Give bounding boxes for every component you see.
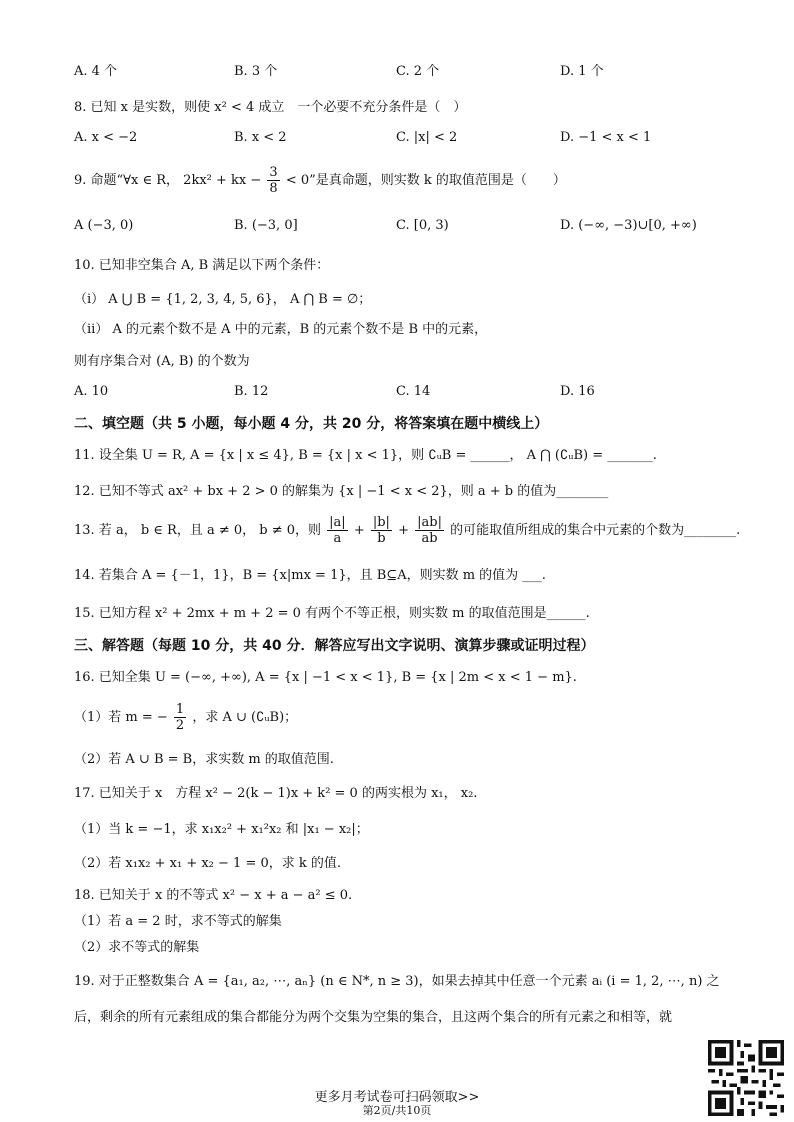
q10-condition-1: （ⅰ） A ⋃ B = {1, 2, 3, 4, 5, 6}， A ⋂ B = ∅； (74, 292, 372, 307)
q10-option-b: B. 12 (234, 384, 269, 399)
q9-option-b: B. (−3, 0] (234, 218, 298, 233)
q16-part-1-end: ，求 A ∪ (∁ᵤB)； (192, 710, 298, 725)
q9-options (74, 218, 734, 238)
q18-part-2: （2）求不等式的解集 (74, 940, 200, 955)
q13 (74, 512, 741, 550)
q13-suffix: 的可能取值所组成的集合中元素的个数为________. (450, 523, 741, 538)
q16-part-1-start: （1）若 m = − (74, 710, 168, 725)
q9-fraction (267, 165, 279, 196)
section-2-heading: 二、填空题（共 5 小题，每小题 4 分，共 20 分，将答案填在题中横线上） (74, 416, 549, 432)
q8-option-b: B. x < 2 (234, 130, 287, 145)
q17-part-1: （1）当 k = −1，求 x₁x₂² + x₁²x₂ 和 |x₁ − x₂|； (74, 822, 369, 837)
q16-fraction-denominator: 2 (175, 718, 185, 733)
q9-fraction-numerator: 3 (269, 165, 278, 180)
q7-options (74, 60, 734, 80)
q13-fraction-3-numerator: |ab| (417, 515, 442, 530)
q7-option-a: A. 4 个 (74, 64, 118, 79)
q9-stem (74, 164, 724, 198)
q8-option-d: D. −1 < x < 1 (560, 130, 652, 145)
q10-option-d: D. 16 (560, 384, 595, 399)
q10-option-c: C. 14 (396, 384, 431, 399)
page-number: 第2页/共10页 (362, 1104, 432, 1117)
q16-fraction (174, 702, 186, 733)
q9-option-d: D. (−∞, −3)∪[0, +∞) (560, 218, 697, 233)
q7-option-c: C. 2 个 (396, 64, 440, 79)
q13-fraction-3-denominator: ab (421, 531, 438, 546)
q13-prefix: 13. 若 a， b ∈ R，且 a ≠ 0， b ≠ 0，则 (74, 523, 322, 538)
q7-option-b: B. 3 个 (234, 64, 278, 79)
q9-stem-end: < 0”是真命题，则实数 k 的取值范围是（ ） (285, 173, 566, 188)
q14: 14. 若集合 A = {－1，1}，B = {x|mx = 1}，且 B⊆A，则实数 m 的值为 ___. (74, 568, 546, 583)
q10-stem: 10. 已知非空集合 A, B 满足以下两个条件： (74, 258, 330, 273)
q9-stem-start: 9. 命题“∀x ∈ R， 2kx² + kx − (74, 173, 262, 188)
q18-stem: 18. 已知关于 x 的不等式 x² − x + a − a² ≤ 0. (74, 888, 353, 903)
q13-fraction-2 (371, 515, 392, 546)
q9-option-c: C. [0, 3) (396, 218, 449, 233)
q13-fraction-3 (415, 515, 444, 546)
q11: 11. 设全集 U = R, A = {x | x ≤ 4}, B = {x | x < 1}，则 ∁ᵤB = ______， A ⋂ (∁ᵤB) = _______. (74, 448, 657, 463)
q17-part-2: （2）若 x₁x₂ + x₁ + x₂ − 1 = 0，求 k 的值. (74, 856, 342, 871)
q13-fraction-1-denominator: a (333, 531, 342, 546)
q10-question: 则有序集合对 (A, B) 的个数为 (74, 354, 250, 369)
q8-options (74, 130, 734, 150)
q19-line-1: 19. 对于正整数集合 A = {a₁, a₂, ⋯, aₙ} (n ∈ N*, n ≥ 3)，如果去掉其中任意一个元素 aᵢ (i = 1, 2, ⋯, n) 之 (74, 974, 720, 989)
q16-fraction-numerator: 1 (175, 702, 185, 717)
q9-option-a: A (−3, 0) (74, 218, 134, 233)
q16-stem: 16. 已知全集 U = (−∞, +∞), A = {x | −1 < x < 1}, B = {x | 2m < x < 1 − m}. (74, 670, 577, 685)
footer-promo: 更多月考试卷可扫码领取>> (314, 1090, 480, 1105)
q19-line-2: 后，剩余的所有元素组成的集合都能分为两个交集为空集的集合，且这两个集合的所有元素之和相等，就 (74, 1010, 673, 1025)
q8-stem: 8. 已知 x 是实数，则使 x² < 4 成立 一个必要不充分条件是（ ） (74, 100, 467, 115)
q8-option-c: C. |x| < 2 (396, 130, 458, 145)
q8-option-a: A. x < −2 (74, 130, 138, 145)
q13-fraction-1 (327, 515, 348, 546)
q16-part-1 (74, 700, 724, 736)
q17-stem: 17. 已知关于 x 方程 x² − 2(k − 1)x + k² = 0 的两实根为 x₁， x₂. (74, 786, 478, 801)
q13-fraction-2-denominator: b (377, 531, 386, 546)
q13-plus-2: + (398, 523, 409, 538)
q13-fraction-1-numerator: |a| (329, 515, 346, 530)
q9-fraction-denominator: 8 (269, 181, 278, 196)
q7-option-d: D. 1 个 (560, 64, 604, 79)
q12: 12. 已知不等式 ax² + bx + 2 > 0 的解集为 {x | −1 < x < 2}，则 a + b 的值为________ (74, 484, 609, 499)
q10-condition-2: （ⅱ） A 的元素个数不是 A 中的元素，B 的元素个数不是 B 中的元素， (74, 322, 488, 337)
q10-option-a: A. 10 (74, 384, 109, 399)
q13-fraction-2-numerator: |b| (372, 515, 390, 530)
section-3-heading: 三、解答题（每题 10 分，共 40 分．解答应写出文字说明、演算步骤或证明过程） (74, 638, 595, 654)
q10-options (74, 384, 734, 404)
q15: 15. 已知方程 x² + 2mx + m + 2 = 0 有两个不等正根，则实数 m 的取值范围是______. (74, 606, 590, 621)
q16-part-2: （2）若 A ∪ B = B，求实数 m 的取值范围. (74, 752, 334, 767)
q13-plus-1: + (353, 523, 365, 538)
q18-part-1: （1）若 a = 2 时，求不等式的解集 (74, 914, 282, 929)
